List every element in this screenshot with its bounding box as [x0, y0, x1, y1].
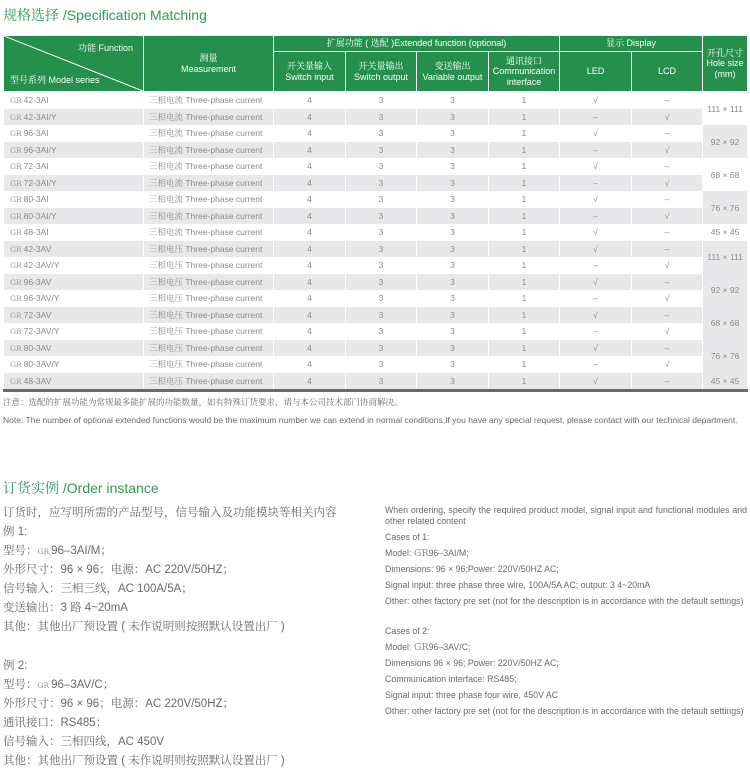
table-row: [4, 208, 748, 225]
measurement-cell: 三相电压 Three-phase current: [144, 241, 274, 258]
case-2-dimensions: Dimensions 96 × 96; Power: 220V/50HZ AC;: [385, 658, 559, 668]
case-1-model: Model: GR96–3AI/M;: [385, 548, 469, 559]
model-cell: GR 96-3AV: [4, 274, 144, 291]
variable-output-cell: 3: [417, 241, 489, 258]
model-cell: GR 96-3AI/Y: [4, 142, 144, 159]
led-cell: –: [560, 208, 632, 225]
variable-output-cell: 3: [417, 356, 489, 373]
led-cell: –: [560, 323, 632, 340]
model-cell: GR 42-3AI: [4, 92, 144, 109]
table-row: [4, 175, 748, 192]
table-row: [4, 356, 748, 373]
measurement-cell: 三相电压 Three-phase current: [144, 257, 274, 274]
variable-output-cell: 3: [417, 175, 489, 192]
spec-section-title: 规格选择 /Specification Matching: [3, 7, 207, 23]
lcd-cell: –: [632, 373, 703, 391]
lcd-cell: √: [632, 109, 703, 126]
model-cell: GR 72-3AI/Y: [4, 175, 144, 192]
hole-size-cell: 45 × 45: [703, 373, 748, 391]
switch-output-cell: 3: [346, 158, 417, 175]
table-row: [4, 274, 748, 291]
measurement-cell: 三相电流 Three-phase current: [144, 208, 274, 225]
led-cell: –: [560, 257, 632, 274]
switch-input-cell: 4: [274, 175, 346, 192]
switch-output-cell: 3: [346, 290, 417, 307]
model-cell: GR 42-3AV/Y: [4, 257, 144, 274]
variable-output-cell: 3: [417, 158, 489, 175]
table-row: [4, 373, 748, 391]
led-cell: –: [560, 109, 632, 126]
variable-output-cell: 3: [417, 142, 489, 159]
measurement-cell: 三相电流 Three-phase current: [144, 175, 274, 192]
variable-output-cell: 3: [417, 92, 489, 109]
note-chinese: 注意：选配的扩展功能为常规最多能扩展的功能数量，如有特殊订货要求，请与本公司技术部门协商解决。: [3, 397, 403, 407]
case-2-label: Cases of 2:: [385, 626, 430, 636]
communication-cell: 1: [489, 208, 560, 225]
example-1-dimensions: 外形尺寸：96 × 96；电源：AC 220V/50HZ；: [3, 564, 235, 576]
switch-input-cell: 4: [274, 191, 346, 208]
communication-cell: 1: [489, 241, 560, 258]
lcd-cell: –: [632, 92, 703, 109]
led-cell: √: [560, 158, 632, 175]
led-cell: –: [560, 290, 632, 307]
lcd-cell: √: [632, 323, 703, 340]
table-row: [4, 92, 748, 109]
case-2-other: Other: other factory pre set (not for the description is in accordance with the default settings): [385, 706, 744, 716]
hole-size-cell: 76 × 76: [703, 191, 748, 224]
order-instance-chinese: [3, 504, 373, 771]
model-cell: GR 96-3AI: [4, 125, 144, 142]
model-cell: GR 72-3AV: [4, 307, 144, 324]
measurement-cell: 三相电流 Three-phase current: [144, 158, 274, 175]
switch-output-cell: 3: [346, 373, 417, 391]
case-1-other: Other: other factory pre set (not for the description is in accordance with the default settings): [385, 596, 744, 606]
hole-size-cell: 92 × 92: [703, 125, 748, 158]
switch-input-cell: 4: [274, 290, 346, 307]
model-cell: GR 48-3AI: [4, 224, 144, 241]
model-cell: GR 42-3AV: [4, 241, 144, 258]
variable-output-cell: 3: [417, 307, 489, 324]
case-1-label: Cases of 1:: [385, 532, 430, 542]
table-row: [4, 307, 748, 324]
switch-input-cell: 4: [274, 224, 346, 241]
example-1-output: 变送输出：3 路 4~20mA: [3, 602, 128, 614]
switch-output-cell: 3: [346, 307, 417, 324]
variable-output-cell: 3: [417, 191, 489, 208]
led-cell: –: [560, 175, 632, 192]
lcd-cell: –: [632, 340, 703, 357]
lcd-cell: √: [632, 142, 703, 159]
lcd-cell: –: [632, 191, 703, 208]
led-cell: √: [560, 340, 632, 357]
variable-output-cell: 3: [417, 109, 489, 126]
switch-input-cell: 4: [274, 307, 346, 324]
example-2-other: 其他：其他出厂预设置 ( 未作说明则按照默认设置出厂 ): [3, 755, 285, 767]
hole-size-cell: 92 × 92: [703, 274, 748, 307]
communication-cell: 1: [489, 92, 560, 109]
communication-cell: 1: [489, 307, 560, 324]
switch-output-header: 开关量输出 Switch output: [346, 52, 417, 92]
table-row: [4, 257, 748, 274]
example-2-label: 例 2:: [3, 660, 28, 672]
communication-cell: 1: [489, 373, 560, 391]
switch-output-cell: 3: [346, 92, 417, 109]
variable-output-cell: 3: [417, 290, 489, 307]
led-cell: √: [560, 241, 632, 258]
lcd-cell: √: [632, 356, 703, 373]
hole-size-cell: 68 × 68: [703, 307, 748, 340]
switch-input-cell: 4: [274, 340, 346, 357]
case-1-signal: Signal input: three phase three wire, 100A/5A AC; output: 3 4~20mA: [385, 580, 651, 590]
communication-cell: 1: [489, 175, 560, 192]
example-2-dimensions: 外形尺寸：96 × 96；电源：AC 220V/50HZ；: [3, 698, 235, 710]
communication-cell: 1: [489, 224, 560, 241]
table-row: [4, 323, 748, 340]
variable-output-cell: 3: [417, 257, 489, 274]
led-cell: √: [560, 373, 632, 391]
switch-output-cell: 3: [346, 142, 417, 159]
model-cell: GR 48-3AV: [4, 373, 144, 391]
measurement-cell: 三相电压 Three-phase current: [144, 323, 274, 340]
example-2-signal: 信号输入：三相四线，AC 450V: [3, 736, 165, 748]
switch-input-cell: 4: [274, 323, 346, 340]
case-2-communication: Communication interface: RS485;: [385, 674, 517, 684]
lcd-cell: –: [632, 241, 703, 258]
spec-table-body: [4, 92, 748, 391]
example-1-model: 型号：GR 96–3AI/M；: [3, 545, 112, 557]
model-cell: GR 42-3AI/Y: [4, 109, 144, 126]
switch-output-cell: 3: [346, 241, 417, 258]
led-cell: –: [560, 142, 632, 159]
measurement-cell: 三相电压 Three-phase current: [144, 340, 274, 357]
switch-output-cell: 3: [346, 208, 417, 225]
lcd-cell: –: [632, 307, 703, 324]
measurement-cell: 三相电流 Three-phase current: [144, 191, 274, 208]
switch-input-cell: 4: [274, 373, 346, 391]
variable-output-cell: 3: [417, 274, 489, 291]
measurement-cell: 三相电流 Three-phase current: [144, 109, 274, 126]
switch-output-cell: 3: [346, 109, 417, 126]
variable-output-cell: 3: [417, 340, 489, 357]
order-intro: 订货时，应写明所需的产品型号，信号输入及功能模块等相关内容: [3, 507, 337, 519]
case-2-model: Model: GR96–3AV/C;: [385, 642, 471, 653]
switch-output-cell: 3: [346, 125, 417, 142]
lcd-cell: √: [632, 175, 703, 192]
case-1-dimensions: Dimensions: 96 × 96;Power: 220V/50HZ AC;: [385, 564, 559, 574]
switch-output-cell: 3: [346, 274, 417, 291]
communication-cell: 1: [489, 125, 560, 142]
led-cell: √: [560, 92, 632, 109]
led-cell: √: [560, 191, 632, 208]
table-row: [4, 158, 748, 175]
switch-input-cell: 4: [274, 142, 346, 159]
table-row: [4, 109, 748, 126]
variable-output-cell: 3: [417, 373, 489, 391]
switch-output-cell: 3: [346, 340, 417, 357]
note-english: Note: The number of optional extended functions would be the maximum number we can extend in normal conditions,If you have any special request, please contact with our technical department.: [3, 415, 738, 425]
measurement-cell: 三相电流 Three-phase current: [144, 92, 274, 109]
hole-size-cell: 68 × 68: [703, 158, 748, 191]
table-row: [4, 142, 748, 159]
model-cell: GR 80-3AV/Y: [4, 356, 144, 373]
led-cell: –: [560, 356, 632, 373]
model-cell: GR 72-3AV/Y: [4, 323, 144, 340]
communication-cell: 1: [489, 323, 560, 340]
communication-cell: 1: [489, 290, 560, 307]
switch-input-cell: 4: [274, 92, 346, 109]
order-intro-en: When ordering, specify the required product model, signal input and functional modules and other related content: [385, 505, 747, 526]
led-header: LED: [560, 52, 632, 92]
variable-output-cell: 3: [417, 323, 489, 340]
switch-output-cell: 3: [346, 175, 417, 192]
lcd-cell: √: [632, 290, 703, 307]
measurement-cell: 三相电压 Three-phase current: [144, 274, 274, 291]
lcd-cell: √: [632, 208, 703, 225]
measurement-cell: 三相电流 Three-phase current: [144, 125, 274, 142]
model-cell: GR 96-3AV/Y: [4, 290, 144, 307]
spec-table: [3, 35, 748, 392]
switch-input-cell: 4: [274, 257, 346, 274]
switch-input-cell: 4: [274, 125, 346, 142]
switch-input-header: 开关量输入 Switch input: [274, 52, 346, 92]
led-cell: √: [560, 274, 632, 291]
table-row: [4, 340, 748, 357]
measurement-cell: 三相电压 Three-phase current: [144, 356, 274, 373]
function-label: 功能 Function: [77, 43, 133, 53]
led-cell: √: [560, 224, 632, 241]
measurement-header: 测量 Measurement: [144, 36, 274, 92]
switch-input-cell: 4: [274, 356, 346, 373]
table-row: [4, 125, 748, 142]
switch-input-cell: 4: [274, 274, 346, 291]
variable-output-cell: 3: [417, 208, 489, 225]
lcd-cell: –: [632, 274, 703, 291]
table-row: [4, 241, 748, 258]
communication-cell: 1: [489, 274, 560, 291]
measurement-cell: 三相电压 Three-phase current: [144, 290, 274, 307]
communication-cell: 1: [489, 109, 560, 126]
switch-output-cell: 3: [346, 323, 417, 340]
communication-cell: 1: [489, 142, 560, 159]
order-section-title: 订货实例 /Order instance: [3, 480, 159, 496]
switch-output-cell: 3: [346, 257, 417, 274]
switch-input-cell: 4: [274, 241, 346, 258]
model-cell: GR 72-3AI: [4, 158, 144, 175]
model-cell: GR 80-3AV: [4, 340, 144, 357]
switch-output-cell: 3: [346, 356, 417, 373]
switch-input-cell: 4: [274, 109, 346, 126]
model-function-header: [4, 36, 144, 92]
communication-cell: 1: [489, 340, 560, 357]
switch-input-cell: 4: [274, 158, 346, 175]
lcd-header: LCD: [632, 52, 703, 92]
lcd-cell: –: [632, 224, 703, 241]
measurement-cell: 三相电流 Three-phase current: [144, 224, 274, 241]
table-row: [4, 290, 748, 307]
order-instance-english: [385, 505, 747, 722]
table-row: [4, 191, 748, 208]
measurement-cell: 三相电压 Three-phase current: [144, 307, 274, 324]
example-2-model: 型号：GR 96–3AV/C；: [3, 679, 115, 691]
case-2-signal: Signal input: three phase four wire, 450V AC: [385, 690, 559, 700]
hole-size-header: 开孔尺寸 Hole size (mm): [703, 36, 748, 92]
led-cell: √: [560, 307, 632, 324]
communication-cell: 1: [489, 356, 560, 373]
communication-cell: 1: [489, 191, 560, 208]
switch-output-cell: 3: [346, 224, 417, 241]
display-header: 显示 Display: [560, 36, 703, 52]
lcd-cell: –: [632, 158, 703, 175]
measurement-cell: 三相电流 Three-phase current: [144, 142, 274, 159]
example-1-other: 其他：其他出厂预设置 ( 未作说明则按照默认设置出厂 ): [3, 621, 285, 633]
measurement-cell: 三相电压 Three-phase current: [144, 373, 274, 391]
lcd-cell: –: [632, 125, 703, 142]
example-1-label: 例 1:: [3, 526, 28, 538]
model-cell: GR 80-3AI: [4, 191, 144, 208]
communication-header: 通讯接口 Communication interface: [489, 52, 560, 92]
extended-function-header: 扩展功能 ( 选配 )Extended function (optional): [274, 36, 560, 52]
switch-output-cell: 3: [346, 191, 417, 208]
hole-size-cell: 111 × 111: [703, 241, 748, 274]
example-1-signal: 信号输入：三相三线，AC 100A/5A；: [3, 583, 193, 595]
model-series-label: 型号系列 Model series: [10, 74, 100, 85]
example-2-communication: 通讯接口：RS485；: [3, 717, 108, 729]
table-row: [4, 224, 748, 241]
variable-output-header: 变送输出 Variable output: [417, 52, 489, 92]
communication-cell: 1: [489, 257, 560, 274]
lcd-cell: √: [632, 257, 703, 274]
led-cell: √: [560, 125, 632, 142]
hole-size-cell: 111 × 111: [703, 92, 748, 126]
hole-size-cell: 76 × 76: [703, 340, 748, 373]
communication-cell: 1: [489, 158, 560, 175]
variable-output-cell: 3: [417, 125, 489, 142]
variable-output-cell: 3: [417, 224, 489, 241]
model-cell: GR 80-3AI/Y: [4, 208, 144, 225]
hole-size-cell: 45 × 45: [703, 224, 748, 241]
switch-input-cell: 4: [274, 208, 346, 225]
